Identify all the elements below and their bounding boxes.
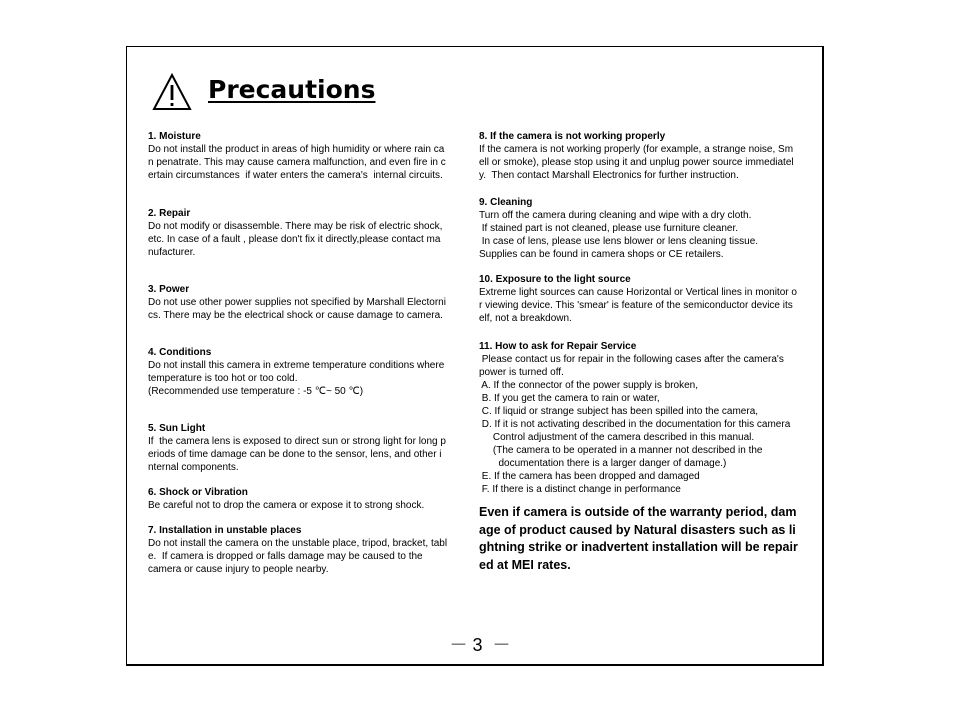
notice-line: Even if camera is outside of the warranty period, dam xyxy=(479,505,797,519)
page-title: Precautions xyxy=(208,75,376,104)
section-unstable-places xyxy=(148,524,488,576)
section-line: Do not install the product in areas of high humidity or where rain ca xyxy=(148,144,445,155)
section-conditions xyxy=(148,346,488,398)
section-shock-vibration xyxy=(148,486,488,512)
section-line: eriods of time damage can be done to the sensor, lens, and other i xyxy=(148,449,442,460)
section-line: elf, not a breakdown. xyxy=(479,313,572,324)
section-cleaning xyxy=(479,196,819,261)
section-title: 3. Power xyxy=(148,284,190,295)
notice-line: ghtning strike or inadvertent installation will be repair xyxy=(479,540,798,554)
section-line: nufacturer. xyxy=(148,247,196,258)
section-line: power is turned off. xyxy=(479,367,564,378)
section-repair-service xyxy=(479,340,819,496)
section-title: 8. If the camera is not working properly xyxy=(479,131,666,142)
section-line: Do not install the camera on the unstable place, tripod, bracket, tabl xyxy=(148,538,448,549)
section-line: etc. In case of a fault , please don't fix it directly,please contact ma xyxy=(148,234,441,245)
section-title: 4. Conditions xyxy=(148,347,212,358)
section-line: B. If you get the camera to rain or water, xyxy=(479,393,660,404)
section-line: F. If there is a distinct change in performance xyxy=(479,484,681,495)
section-line: camera or cause injury to people nearby. xyxy=(148,564,329,575)
section-title: 9. Cleaning xyxy=(479,197,533,208)
section-line: Turn off the camera during cleaning and wipe with a dry cloth. xyxy=(479,210,752,221)
warning-triangle-icon xyxy=(152,72,192,112)
section-line: If the camera is not working properly (for example, a strange noise, Sm xyxy=(479,144,794,155)
section-title: 10. Exposure to the light source xyxy=(479,274,631,285)
section-title: 2. Repair xyxy=(148,208,191,219)
section-line: Control adjustment of the camera described in this manual. xyxy=(479,432,755,443)
page-number: － 3 － xyxy=(449,635,511,655)
section-moisture xyxy=(148,130,488,182)
section-line: Be careful not to drop the camera or expose it to strong shock. xyxy=(148,500,425,511)
section-title: 7. Installation in unstable places xyxy=(148,525,302,536)
section-power xyxy=(148,283,488,322)
section-not-working xyxy=(479,130,819,182)
section-line: Please contact us for repair in the following cases after the camera's xyxy=(479,354,784,365)
section-line: If stained part is not cleaned, please use furniture cleaner. xyxy=(479,223,739,234)
section-line: e. If camera is dropped or falls damage may be caused to the xyxy=(148,551,423,562)
section-line: (The camera to be operated in a manner not described in the xyxy=(479,445,763,456)
section-line: A. If the connector of the power supply is broken, xyxy=(479,380,699,391)
section-line: y. Then contact Marshall Electronics for further instruction. xyxy=(479,170,739,181)
section-title: 11. How to ask for Repair Service xyxy=(479,341,637,352)
section-title: 6. Shock or Vibration xyxy=(148,487,248,498)
warranty-notice xyxy=(479,504,824,574)
section-title: 5. Sun Light xyxy=(148,423,206,434)
section-line: nternal components. xyxy=(148,462,239,473)
section-light-exposure xyxy=(479,273,819,325)
section-line: ertain circumstances if water enters the camera's internal circuits. xyxy=(148,170,443,181)
section-sun-light xyxy=(148,422,488,474)
section-line: n penatrate. This may cause camera malfunction, and even fire in c xyxy=(148,157,446,168)
section-line: Do not modify or disassemble. There may be risk of electric shock, xyxy=(148,221,443,232)
section-line: Do not install this camera in extreme temperature conditions where xyxy=(148,360,445,371)
section-line: D. If it is not activating described in the documentation for this camera xyxy=(479,419,791,430)
section-line: If the camera lens is exposed to direct sun or strong light for long p xyxy=(148,436,446,447)
notice-line: age of product caused by Natural disasters such as li xyxy=(479,522,796,537)
section-line: Do not use other power supplies not specified by Marshall Electorni xyxy=(148,297,446,308)
section-title: 1. Moisture xyxy=(148,131,201,142)
section-line: (Recommended use temperature : -5 ℃~ 50 ℃) xyxy=(148,386,364,397)
section-line: In case of lens, please use lens blower or lens cleaning tissue. xyxy=(479,236,759,247)
section-line: r viewing device. This 'smear' is feature of the semiconductor device its xyxy=(479,300,793,311)
section-line: C. If liquid or strange subject has been spilled into the camera, xyxy=(479,406,759,417)
section-line: Supplies can be found in camera shops or CE retailers. xyxy=(479,249,724,260)
section-line: cs. There may be the electrical shock or cause damage to camera. xyxy=(148,310,443,321)
section-repair xyxy=(148,207,488,259)
section-line: documentation there is a larger danger of damage.) xyxy=(479,458,727,469)
section-line: E. If the camera has been dropped and damaged xyxy=(479,471,700,482)
section-line: Extreme light sources can cause Horizontal or Vertical lines in monitor o xyxy=(479,287,797,298)
section-line: temperature is too hot or too cold. xyxy=(148,373,298,384)
section-line: ell or smoke), please stop using it and unplug power source immediatel xyxy=(479,157,794,168)
notice-line: ed at MEI rates. xyxy=(479,557,571,572)
